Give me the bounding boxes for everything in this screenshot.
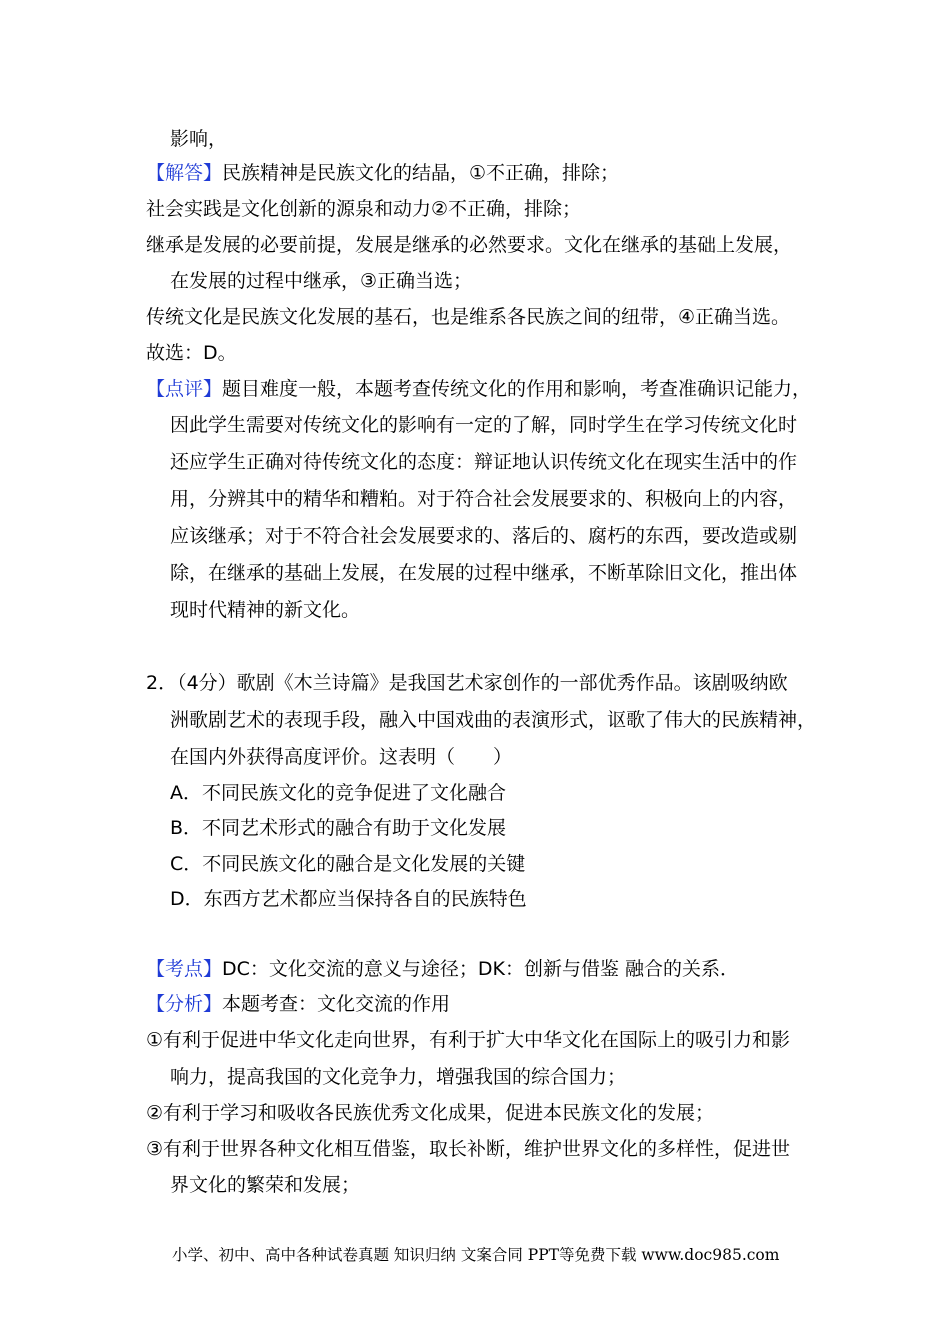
dianping-text: 题目难度一般，本题考查传统文化的作用和影响，考查准确识记能力， xyxy=(222,378,812,400)
dianping-tag: 【点评】 xyxy=(146,378,223,400)
analysis-point: ③有利于世界各种文化相互借鉴，取长补断，维护世界文化的多样性，促进世 xyxy=(146,1138,791,1160)
kaodian-tag: 【考点】 xyxy=(146,958,223,980)
dianping-line: 因此学生需要对传统文化的影响有一定的了解，同时学生在学习传统文化时 xyxy=(170,414,798,436)
jieda-text: 民族精神是民族文化的结晶，①不正确，排除； xyxy=(222,162,620,184)
question-stem: 洲歌剧艺术的表现手段，融入中国戏曲的表演形式，讴歌了伟大的民族精神， xyxy=(170,709,817,731)
page-footer: 小学、初中、高中各种试卷真题 知识归纳 文案合同 PPT等免费下载 www.doc985.com xyxy=(172,1246,780,1264)
analysis-point: ①有利于促进中华文化走向世界，有利于扩大中华文化在国际上的吸引力和影 xyxy=(146,1029,791,1051)
analysis-point: ②有利于学习和吸收各民族优秀文化成果，促进本民族文化的发展； xyxy=(146,1102,715,1124)
kaodian-text: DC：文化交流的意义与途径；DK：创新与借鉴 融合的关系． xyxy=(222,958,740,980)
explanation-line: 传统文化是民族文化发展的基石，也是维系各民族之间的纽带，④正确当选。 xyxy=(146,306,791,328)
option-a: A．不同民族文化的竞争促进了文化融合 xyxy=(170,782,506,804)
fenxi-paragraph xyxy=(146,991,450,1017)
dianping-line: 还应学生正确对待传统文化的态度：辩证地认识传统文化在现实生活中的作 xyxy=(170,451,798,473)
answer-line: 故选：D。 xyxy=(146,342,237,364)
analysis-point: 界文化的繁荣和发展； xyxy=(170,1174,361,1196)
question-stem: 在国内外获得高度评价。这表明（ ） xyxy=(170,746,513,768)
fenxi-tag: 【分析】 xyxy=(146,993,223,1015)
dianping-line: 现时代精神的新文化。 xyxy=(170,599,361,621)
fenxi-text: 本题考查：文化交流的作用 xyxy=(222,993,451,1015)
option-d: D．东西方艺术都应当保持各自的民族特色 xyxy=(170,888,527,910)
jieda-paragraph xyxy=(146,160,619,186)
dianping-paragraph xyxy=(146,376,811,402)
jieda-tag: 【解答】 xyxy=(146,162,223,184)
explanation-line: 在发展的过程中继承，③正确当选； xyxy=(170,270,473,292)
option-c: C．不同民族文化的融合是文化发展的关键 xyxy=(170,853,526,875)
dianping-line: 应该继承；对于不符合社会发展要求的、落后的、腐朽的东西，要改造或剔 xyxy=(170,525,798,547)
explanation-line: 继承是发展的必要前提，发展是继承的必然要求。文化在继承的基础上发展， xyxy=(146,234,793,256)
dianping-line: 用，分辨其中的精华和糟粕。对于符合社会发展要求的、积极向上的内容， xyxy=(170,488,798,510)
explanation-line: 社会实践是文化创新的源泉和动力②不正确，排除； xyxy=(146,198,582,220)
continuation-text: 影响， xyxy=(170,128,228,150)
analysis-point: 响力，提高我国的文化竞争力，增强我国的综合国力； xyxy=(170,1066,627,1088)
option-b: B．不同艺术形式的融合有助于文化发展 xyxy=(170,817,507,839)
dianping-line: 除，在继承的基础上发展，在发展的过程中继承，不断革除旧文化，推出体 xyxy=(170,562,798,584)
question-stem: 2．（4分）歌剧《木兰诗篇》是我国艺术家创作的一部优秀作品。该剧吸纳欧 xyxy=(146,672,788,694)
kaodian-paragraph xyxy=(146,956,739,982)
